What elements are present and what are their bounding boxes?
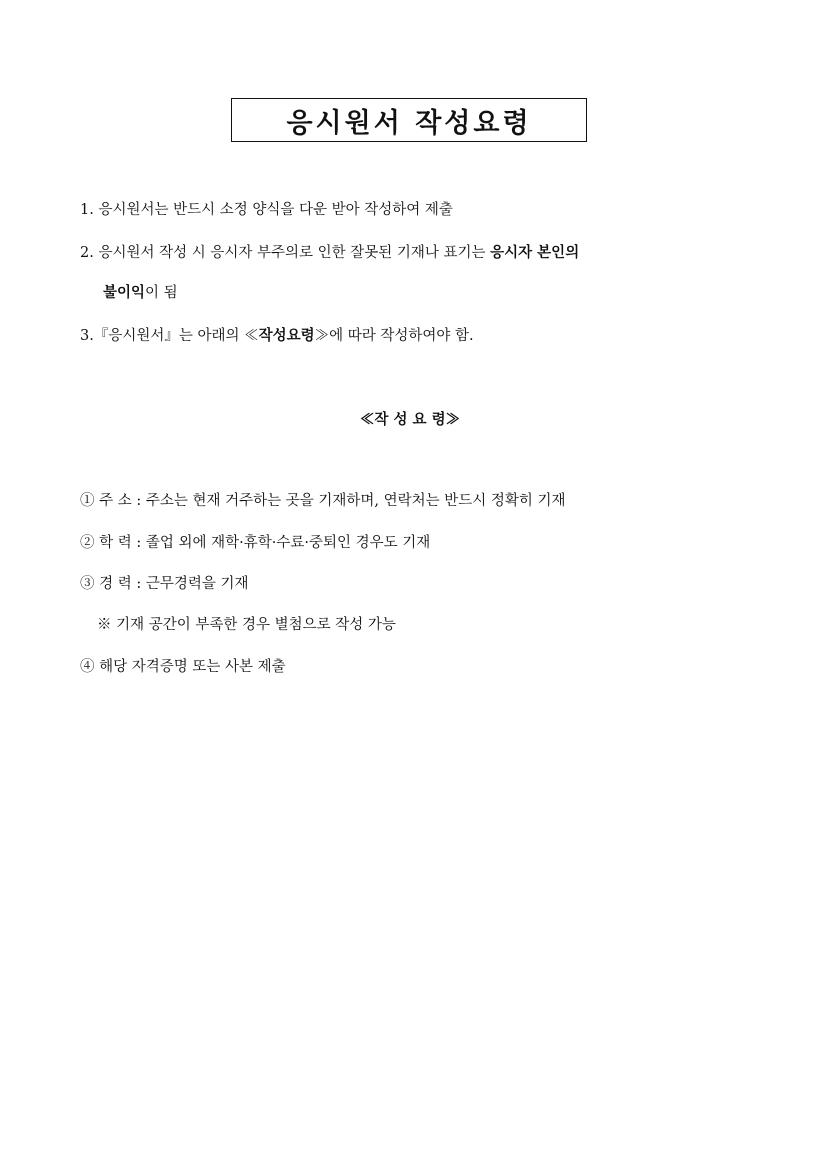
instruction-2-continued xyxy=(103,283,178,303)
guide-item-education: ② 학 력 : 졸업 외에 재학·휴학·수료·중퇴인 경우도 기재 xyxy=(80,535,431,551)
instruction-2-bold: 응시자 본인의 xyxy=(490,244,580,261)
instruction-1: 1. 응시원서는 반드시 소정 양식을 다운 받아 작성하여 제출 xyxy=(80,202,453,218)
guide-item-address: ① 주 소 : 주소는 현재 거주하는 곳을 기재하며, 연락처는 반드시 정확히 기재 xyxy=(80,493,566,509)
instruction-2-text: 2. 응시원서 작성 시 응시자 부주의로 인한 잘못된 기재나 표기는 xyxy=(80,245,491,261)
document-title: 응시원서 작성요령 xyxy=(286,107,532,139)
guide-note: ※ 기재 공간이 부족한 경우 별첨으로 작성 가능 xyxy=(97,617,396,633)
instruction-2 xyxy=(80,243,579,263)
instruction-2-tail: 이 됨 xyxy=(145,285,178,301)
guide-item-certificate: ④ 해당 자격증명 또는 사본 제출 xyxy=(80,659,286,675)
instruction-3-text: 3.『응시원서』는 아래의 ≪ xyxy=(80,328,259,344)
guide-item-career: ③ 경 력 : 근무경력을 기재 xyxy=(80,576,249,592)
instruction-3-bold: 작성요령 xyxy=(258,327,315,344)
section-heading: ≪작 성 요 령≫ xyxy=(359,411,461,428)
instruction-2-bold-cont: 불이익 xyxy=(103,284,146,301)
title-box xyxy=(231,98,587,142)
instruction-3 xyxy=(80,326,474,346)
instruction-3-tail: ≫에 따라 작성하여야 함. xyxy=(314,328,474,344)
